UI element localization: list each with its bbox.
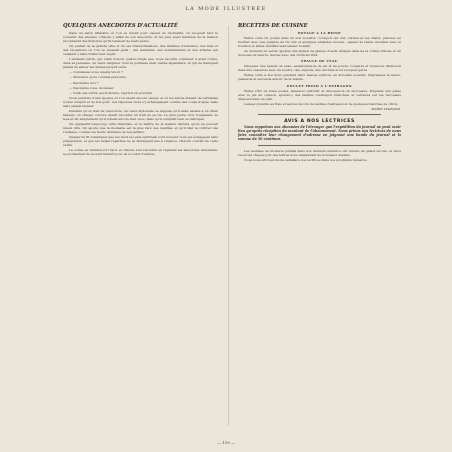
recipes-signature: MARIE LEGRAND. <box>371 106 401 111</box>
recipe-paragraph: Désossez une épaule de veau, assaisonnez-la de sel et de poivre, roulez-la et ficelez-la. Mettez-la dans une casserole avec du beurre, des oignons, des carottes et un bouquet garni. <box>238 64 401 73</box>
recipe-subhead: ÉPAULE DE VEAU <box>301 59 338 64</box>
article-paragraph: Les modèles de broderie publiés dans nos derniers numéros ont obtenu un grand succès, et nous recevons chaque jour des lettres nous demandant de nouveaux dessins. <box>238 148 401 157</box>
notice-title: AVIS A NOS LECTRICES <box>284 118 355 124</box>
section-divider <box>258 145 381 146</box>
article-paragraph: L'éminent lettré, qui vient d'avoir quatre-vingts ans, nous raconta comment il avait connu, dans sa jeunesse, un vieux seigneur dont la politesse était restée légendaire, et qui ne manquait jamais de saluer les dames jusqu'à terre. <box>63 57 218 70</box>
recipe-subhead: POULET FROID À L'ESTRAGON <box>287 83 352 88</box>
recipe-paragraph: Faites cuire à feu doux pendant deux heures environ, en arrosant souvent. Dégraissez la sauce, passez-la et servez-la autour de la viande. <box>238 73 401 82</box>
article-paragraph: Dans un salon littéraire où l'on se réunit pour causer de l'actualité, on évoquait hier le souvenir des anciens. Chacun y allait de son anecdote, et les plus vieux habitués de la maison racontaient des histoires qu'ils tenaient de leurs pères. <box>63 31 218 44</box>
dialogue-line: — Pas même vous, monsieur. <box>69 85 115 90</box>
article-paragraph: Nous nous efforcerons de satisfaire nos lectrices dans nos prochains numéros. <box>244 157 368 162</box>
article-paragraph: On parlait de la grande ville et de ses transformations, des théâtres d'autrefois, des bals et des réceptions où l'on se pressait jadis ; des ministres, des académiciens et des artistes qui venaient y faire briller leur esprit. <box>63 44 218 57</box>
article-paragraph: Pendant qu'on riait de l'anecdote, un vieux diplomate se rappela qu'il avait assisté à un dîner fameux, où chaque convive devait raconter un trait de sa vie. Le plus jeune, tout rougissant, se leva et dit simplement qu'il n'avait encore rien vécu, mais qu'il comptait bien se rattraper. <box>63 108 218 121</box>
article-paragraph: Quelqu'un fit remarquer que les mots les plus spirituels sont souvent ceux qui échappent sans préparation, et que les belles réparties ne se fabriquent pas à l'avance. Chacun convint de cette vérité. <box>63 135 218 148</box>
column-gutter <box>228 26 229 426</box>
recipe-paragraph: Faites rôtir un beau poulet, laissez-le refroidir et découpez-le en morceaux. Préparez une gelée avec le jus de cuisson, ajoutez-y des feuilles d'estragon blanchies et versez-la sur les morceaux disposés dans un plat. <box>238 88 401 101</box>
recipe-paragraph: Faites cuire un poulet dans un bon bouillon ; lorsqu'il est cuit, retirez-en les chairs, pilez-les au mortier avec une poignée de riz cuit et quelques amandes douces ; passez au tamis, mouillez avec le bouillon et faites chauffer sans laisser bouillir. <box>238 36 401 49</box>
dialogue-line: — Connaissez-vous quelqu'un ici ? <box>69 70 123 75</box>
page-number: — 119 — <box>216 440 236 445</box>
article-paragraph: Nous parlions d'une époque où l'on savait encore causer, et où les salons étaient de véritables écoles d'esprit et de bon goût. Les réponses vives s'y échangeaient comme des coups d'épée, mais sans jamais blesser. <box>63 95 218 108</box>
recipes-title: RECETTES DE CUISINE <box>238 23 308 29</box>
dialogue-line: — Voilà une vérité qui m'étonne, reprit-il en souriant. <box>69 90 153 95</box>
running-head: LA MODE ILLUSTRÉE <box>185 6 267 12</box>
left-column <box>63 22 218 157</box>
dialogue-line: — Pas même moi ? <box>69 80 99 85</box>
article-title: QUELQUES ANECDOTES D'ACTUALITÉ <box>63 23 178 29</box>
notice-box <box>238 118 401 142</box>
section-divider <box>258 114 381 115</box>
article-paragraph: La soirée se termina fort tard, et chacun s'en retourna en répétant les anecdotes entendues, se promettant de revenir bientôt pour en écouter d'autres. <box>63 148 218 157</box>
right-column <box>238 22 401 163</box>
recipe-paragraph: Au moment de servir, ajoutez une liaison de jaunes d'œufs délayés dans de la crème fraîche et un morceau de beurre. Servez avec des croûtons frits. <box>238 49 401 58</box>
recipe-subhead: POTAGE À LA REINE <box>297 31 342 35</box>
notice-text: Nous rappelons aux abonnées de l'étranger que l'expédition du journal ne peut avoir lieu qu'après réception du montant de l'abonnement. Nous prions nos lectrices de nous faire connaître leur changement d'adresse en joignant une bande du journal et la somme de 50 centimes. <box>238 124 401 142</box>
recipe-paragraph: Laissez prendre au frais et servez décoré de feuilles d'estragon et de quelques tranches de citron. <box>244 101 399 106</box>
article-paragraph: On applaudit beaucoup cette franchise, et le maître de la maison déclara qu'on ne pouvait mieux dire. On ajouta que la modestie est la plus rare des qualités, et qu'il faut la cultiver dès l'enfance, comme les fleurs délicates de nos jardins. <box>63 121 218 135</box>
dialogue-line: — Monsieur, je ne connais personne. <box>69 75 127 80</box>
